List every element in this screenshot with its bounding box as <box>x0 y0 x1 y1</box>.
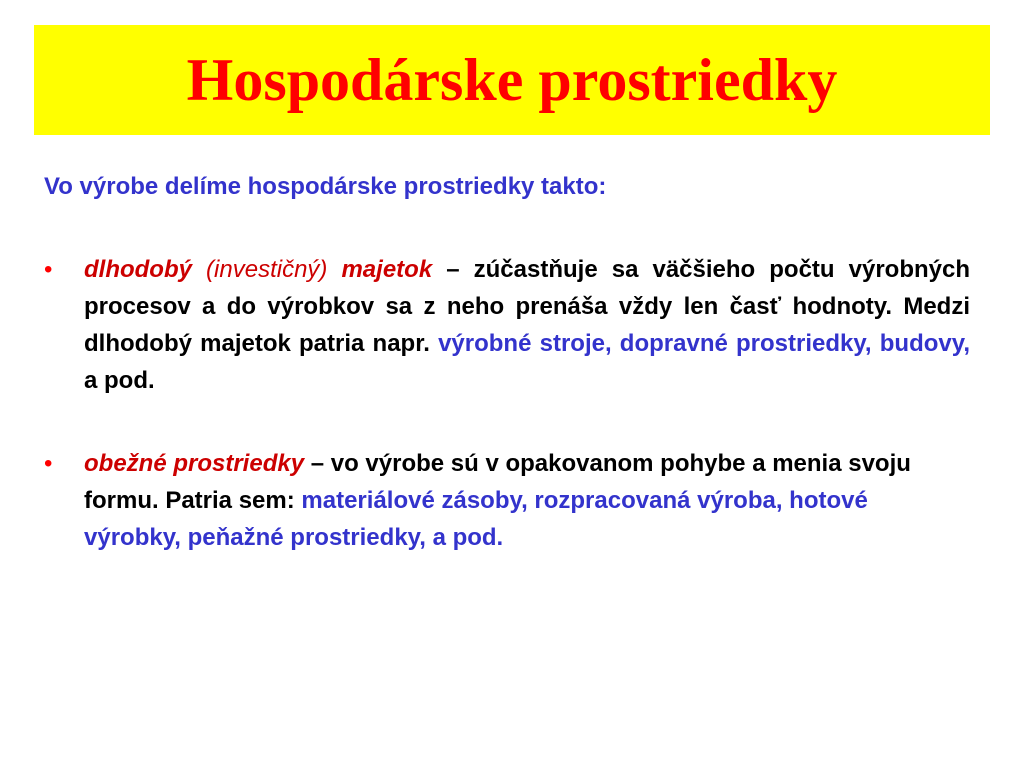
bullet-examples: materiálové zásoby, rozpracovaná výroba, hotové výrobky, peňažné prostriedky, a pod. <box>84 487 868 551</box>
bullet-item-current-assets <box>44 445 970 556</box>
slide-content <box>44 168 970 556</box>
bullet-icon: • <box>44 256 53 283</box>
intro-text: Vo výrobe delíme hospodárske prostriedky takto: <box>44 173 607 200</box>
term-assets: majetok <box>341 256 433 283</box>
title-band <box>34 25 990 135</box>
page-title: Hospodárske prostriedky <box>186 46 838 113</box>
bullet-tail: a pod. <box>84 367 155 394</box>
bullet-item-long-term-assets <box>44 251 970 399</box>
term-paren: (investičný) <box>206 256 328 283</box>
term-current: obežné prostriedky <box>84 450 305 477</box>
bullet-icon: • <box>44 450 53 477</box>
bullet-examples: výrobné stroje, dopravné prostriedky, budovy, <box>438 330 970 357</box>
bullet-text: – zúčastňuje sa väčšieho počtu výrobných procesov a do výrobkov sa z neho prenáša vždy len časť hodnoty. Medzi dlhodobý majetok patria napr. <box>84 256 971 357</box>
bullet-text: – vo výrobe sú v opakovanom pohybe a menia svoju formu. Patria sem: <box>84 450 911 514</box>
term-long-term: dlhodobý <box>84 256 192 283</box>
